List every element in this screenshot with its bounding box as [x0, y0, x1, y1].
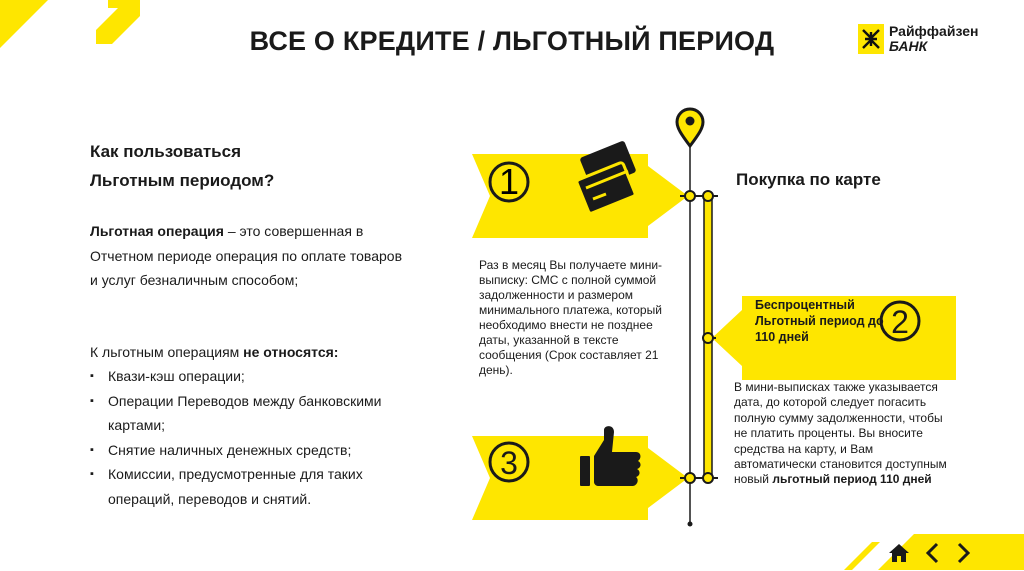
step1-title: Покупка по карте — [736, 170, 881, 189]
previous-button[interactable] — [920, 540, 946, 566]
page-title: ВСЕ О КРЕДИТЕ / ЛЬГОТНЫЙ ПЕРИОД — [249, 26, 775, 56]
step2-description-bold: льготный период 110 дней — [772, 472, 932, 487]
step2-title: Беспроцентный Льготный период до 110 дней — [755, 298, 884, 344]
step2-number: 2 — [891, 304, 909, 340]
timeline-end-dot — [688, 522, 693, 527]
definition-term: Льготная операция — [90, 223, 224, 239]
step1-number: 1 — [498, 161, 520, 202]
logo-line-1: Райффайзен — [889, 23, 979, 39]
exclusions-intro: К льготным операциям — [90, 344, 244, 360]
definition-text: – это совершенная в Отчетном периоде операция по оплате товаров и услуг безналичным способом; — [90, 223, 403, 288]
list-item: ▪ Квази-кэш операции; — [90, 364, 420, 389]
location-pin-icon — [677, 109, 703, 146]
step3-number: 3 — [500, 445, 518, 481]
chevron-left-icon — [920, 540, 946, 566]
question-line-2: Льготным периодом? — [90, 171, 275, 190]
list-item: ▪ Снятие наличных денежных средств; — [90, 438, 420, 463]
step1-description: Раз в месяц Вы получаете мини-выписку: СМС с полной суммой задолженности и размером минимального платежа, который необходимо внести не позднее даты, указанной в тексте сообщения (Срок составляет 21 день). — [479, 258, 663, 377]
logo-line-2: БАНК — [889, 38, 928, 54]
question-line-1: Как пользоваться — [90, 142, 241, 161]
thumbs-up-icon — [580, 426, 641, 486]
list-item: ▪ Операции Переводов между банковскими картами; — [90, 389, 420, 438]
step2-description — [734, 380, 954, 488]
chevron-right-icon — [950, 540, 976, 566]
home-icon — [886, 540, 912, 566]
list-item: ▪ Комиссии, предусмотренные для таких операций, переводов и снятий. — [90, 462, 420, 511]
exclusions-intro-bold: не относятся: — [243, 344, 339, 360]
home-button[interactable] — [886, 540, 912, 566]
next-button[interactable] — [950, 540, 976, 566]
step2-description-text: В мини-выписках также указывается дата, до которой следует погасить полную сумму задолженности, чтобы не платить проценты. Вы вносите средства на карту, и Вам автоматически становится доступным новый — [734, 380, 947, 487]
